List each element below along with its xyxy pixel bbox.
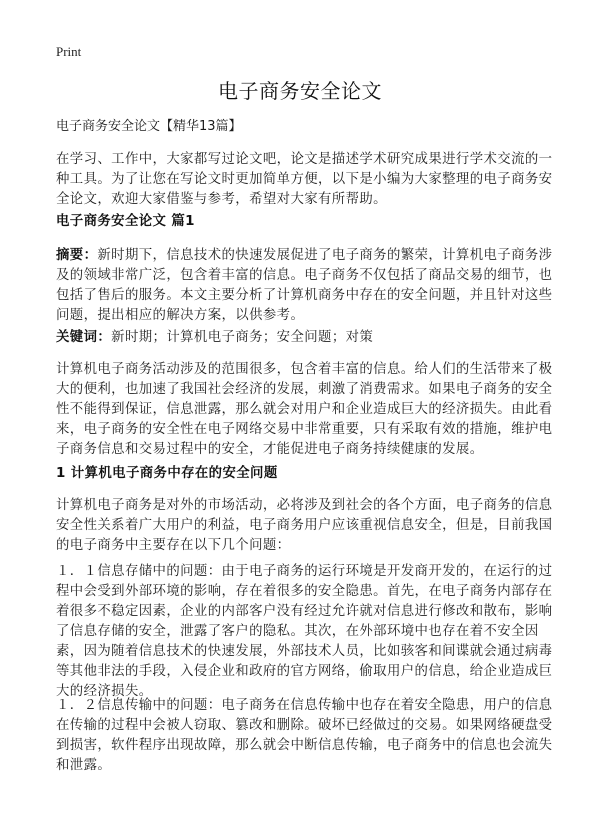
body-paragraph-3: １．１信息存储中的问题：由于电子商务的运行环境是开发商开发的，在运行的过程中会受到外部环境的影响，存在着很多的安全隐患。首先，在电子商务内部存在着很多不稳定因素，企业的内部客户没有经过允许就对信息进行修改和散布，影响了信息存储的安全，泄露了客户的隐私。其次，在外部环境中也存在着不安全因素，因为随着信息技术的快速发展，外部技术人员，比如骇客和间谍就会通过病毒等其他非法的手段，入侵企业和政府的官方网络，偷取用户的信息，给企业造成巨大的经济损失。 [56,564,553,699]
keywords-label: 关键词： [56,330,112,345]
section-title: 电子商务安全论文 篇1 [56,214,195,229]
section-heading-1: 1 计算机电子商务中存在的安全问题 [56,466,278,481]
intro-paragraph: 在学习、工作中，大家都写过论文吧，论文是描述学术研究成果进行学术交流的一种工具。为了让您在写论文时更加简单方便，以下是小编为大家整理的电子商务安全论文，欢迎大家借鉴与参考，希望对大家有所帮助。 [56,152,553,207]
print-label[interactable]: Print [56,44,82,59]
keywords-paragraph [56,328,556,348]
abstract-text: 新时期下，信息技术的快速发展促进了电子商务的繁荣，计算机电子商务涉及的领域非常广泛，包含着丰富的信息。电子商务不仅包括了商品交易的细节，也包括了售后的服务。本文主要分析了计算机商务中存在的安全问题，并且针对这些问题，提出相应的解决方案，以供参考。 [56,248,553,323]
keywords-text: 新时期；计算机电子商务；安全问题；对策 [111,330,374,345]
document-subtitle: 电子商务安全论文【精华13篇】 [56,119,242,134]
abstract-label: 摘要： [56,248,98,263]
document-title: 电子商务安全论文 [218,79,382,103]
abstract-paragraph [56,246,556,326]
body-paragraph-2: 计算机电子商务是对外的市场活动，必将涉及到社会的各个方面，电子商务的信息安全性关系着广大用户的利益，电子商务用户应该重视信息安全，但是，目前我国的电子商务中主要存在以下几个问题： [56,498,553,553]
body-paragraph-1: 计算机电子商务活动涉及的范围很多，包含着丰富的信息。给人们的生活带来了极大的便利，也加速了我国社会经济的发展，刺激了消费需求。如果电子商务的安全性不能得到保证，信息泄露，那么就会对用户和企业造成巨大的经济损失。由此看来，电子商务的安全性在电子网络交易中非常重要，只有采取有效的措施，维护电子商务信息和交易过程中的安全，才能促进电子商务持续健康的发展。 [56,362,553,457]
body-paragraph-4: １．２信息传输中的问题：电子商务在信息传输中也存在着安全隐患，用户的信息在传输的过程中会被人窃取、篡改和删除。破坏已经做过的交易。如果网络硬盘受到损害，软件程序出现故障，那么就会中断信息传输，电子商务中的信息也会流失和泄露。 [56,698,553,773]
